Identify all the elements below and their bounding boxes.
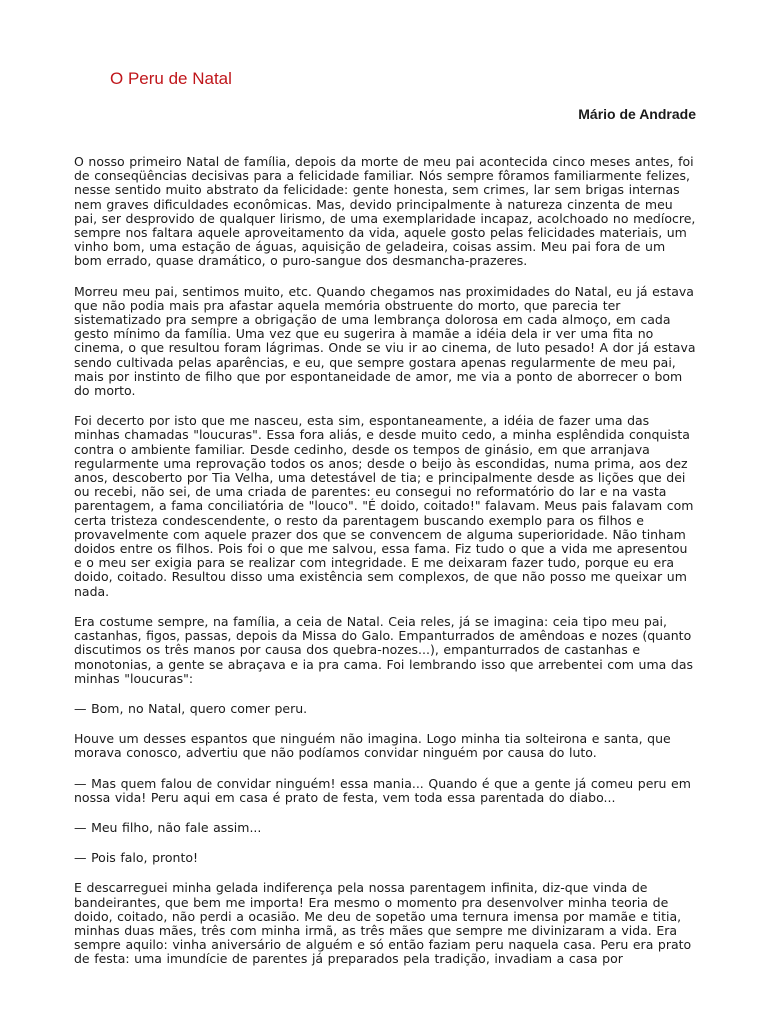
paragraph: Foi decerto por isto que me nasceu, esta sim, espontaneamente, a idéia de fazer uma das minhas chamadas "loucuras". Essa fora aliás, e desde muito cedo, a minha esplêndida conquista contra o ambiente familiar. Desde cedinho, desde os tempos de ginásio, em que arranjava regularmente uma reprovação todos os anos; desde o beijo às escondidas, numa prima, aos dez anos, descoberto por Tia Velha, uma detestável de tia; e principalmente desde as lições que dei ou recebi, não sei, de uma criada de parentes: eu consegui no reformatório do lar e na vasta parentagem, a fama conciliatória de "louco". "É doido, coitado!" falavam. Meus pais falavam com certa tristeza condescendente, o resto da parentagem buscando exemplo para os filhos e provavelmente com aquele prazer dos que se convencem de alguma superioridade. Não tinham doidos entre os filhos. Pois foi o que me salvou, essa fama. Fiz tudo o que a vida me apresentou e o meu ser exigia para se realizar com integridade. E me deixaram fazer tudo, porque eu era doido, coitado. Resultou disso uma existência sem complexos, de que não posso me queixar um nada.: [74, 413, 694, 599]
paragraph: — Pois falo, pronto!: [74, 850, 199, 866]
paragraph: O nosso primeiro Natal de família, depois da morte de meu pai acontecida cinco meses antes, foi de conseqüências decisivas para a felicidade familiar. Nós sempre fôramos familiarmente felizes, nesse sentido muito abstrato da felicidade: gente honesta, sem crimes, lar sem brigas internas nem graves dificuldades econômicas. Mas, devido principalmente à natureza cinzenta de meu pai, ser desprovido de qualquer lirismo, de uma exemplaridade incapaz, acolchoado no medíocre, sempre nos faltara aquele aproveitamento da vida, aquele gosto pelas felicidades materiais, um vinho bom, uma estação de águas, aquisição de geladeira, coisas assim. Meu pai fora de um bom errado, quase dramático, o puro-sangue dos desmancha-prazeres.: [74, 154, 696, 269]
paragraph: — Meu filho, não fale assim...: [74, 819, 262, 835]
paragraph: Era costume sempre, na família, a ceia de Natal. Ceia reles, já se imagina: ceia tipo meu pai, castanhas, figos, passas, depois da Missa do Galo. Empanturrados de amêndoas e nozes (quanto discutimos os três manos por causa dos quebra-nozes...), empanturrados de castanhas e monotonias, a gente se abraçava e ia pra cama. Foi lembrando isso que arrebentei com uma das minhas "loucuras":: [74, 613, 693, 686]
paragraph: Morreu meu pai, sentimos muito, etc. Quando chegamos nas proximidades do Natal, eu já estava que não podia mais pra afastar aquela memória obstruente do morto, que parecia ter sistematizado pra sempre a obrigação de uma lembrança dolorosa em cada almoço, em cada gesto mínimo da família. Uma vez que eu sugerira à mamãe a idéia dela ir ver uma fita no cinema, o que resultou foram lágrimas. Onde se viu ir ao cinema, de luto pesado! A dor já estava sendo cultivada pelas aparências, e eu, que sempre gostara apenas regularmente de meu pai, mais por instinto de filho que por espontaneidade de amor, me via a ponto de aborrecer o bom do morto.: [74, 283, 696, 399]
paragraph: Houve um desses espantos que ninguém não imagina. Logo minha tia solteirona e santa, que morava conosco, advertiu que não podíamos convidar ninguém por causa do luto.: [74, 731, 671, 761]
document-author: Mário de Andrade: [578, 106, 696, 122]
paragraph: — Bom, no Natal, quero comer peru.: [74, 700, 308, 716]
paragraph: — Mas quem falou de convidar ninguém! essa mania... Quando é que a gente já comeu peru em nossa vida! Peru aqui em casa é prato de festa, vem toda essa parentada do diabo...: [74, 775, 691, 805]
document-body: [74, 155, 696, 983]
document-title: O Peru de Natal: [110, 69, 232, 88]
paragraph: E descarreguei minha gelada indiferença pela nossa parentagem infinita, diz-que vinda de bandeirantes, que bem me importa! Era mesmo o momento pra desenvolver minha teoria de doido, coitado, não perdi a ocasião. Me deu de sopetão uma ternura imensa por mamãe e titia, minhas duas mães, três com minha irmã, as três mães que sempre me divinizaram a vida. Era sempre aquilo: vinha aniversário de alguém e só então faziam peru naquela casa. Peru era prato de festa: uma imundície de parentes já preparados pela tradição, invadiam a casa por: [74, 880, 692, 967]
